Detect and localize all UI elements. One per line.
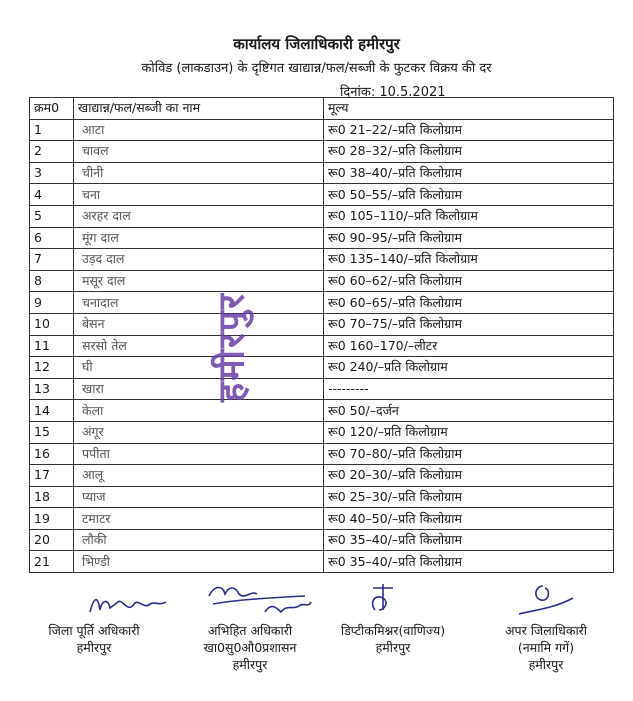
row-item-name: प्याज bbox=[74, 486, 324, 508]
row-serial: 8 bbox=[30, 270, 74, 292]
table-row bbox=[30, 249, 614, 271]
signature-deputy-commissioner bbox=[365, 580, 401, 616]
row-item-name: अरहर दाल bbox=[74, 205, 324, 227]
row-price: रू0 70–75/–प्रति किलोग्राम bbox=[324, 313, 614, 335]
table-row bbox=[30, 465, 614, 487]
signature-place: हमीरपुर bbox=[528, 657, 564, 672]
row-price: रू0 21–22/–प्रति किलोग्राम bbox=[324, 119, 614, 141]
table-row bbox=[30, 162, 614, 184]
row-item-name: अंगूर bbox=[74, 421, 324, 443]
hamirpur-stamp: हमीरपुर bbox=[211, 292, 253, 402]
signature-place: हमीरपुर bbox=[232, 657, 268, 672]
table-row bbox=[30, 378, 614, 400]
row-item-name: टमाटर bbox=[74, 508, 324, 530]
row-item-name: चीनी bbox=[74, 162, 324, 184]
table-row bbox=[30, 119, 614, 141]
row-item-name: सरसो तेल bbox=[74, 335, 324, 357]
signature-additional-district-magistrate bbox=[515, 580, 575, 620]
row-serial: 17 bbox=[30, 465, 74, 487]
table-row bbox=[30, 335, 614, 357]
table-row bbox=[30, 205, 614, 227]
row-item-name: आलू bbox=[74, 465, 324, 487]
signature-name: (नमामि गगें) bbox=[517, 640, 575, 655]
table-row bbox=[30, 141, 614, 163]
table-header-row bbox=[30, 98, 614, 120]
row-serial: 10 bbox=[30, 313, 74, 335]
signature-title: अपर जिलाधिकारी bbox=[504, 623, 588, 638]
row-price: रू0 120/–प्रति किलोग्राम bbox=[324, 421, 614, 443]
table-row bbox=[30, 486, 614, 508]
row-serial: 13 bbox=[30, 378, 74, 400]
row-price: रू0 40–50/–प्रति किलोग्राम bbox=[324, 508, 614, 530]
document-subtitle: कोविड (लाकडाउन) के दृष्टिगत खाद्यान्न/फल/सब्जी के फुटकर विक्रय की दर bbox=[141, 61, 492, 76]
row-serial: 19 bbox=[30, 508, 74, 530]
row-serial: 14 bbox=[30, 400, 74, 422]
table-row bbox=[30, 292, 614, 314]
row-price: रू0 70–80/–प्रति किलोग्राम bbox=[324, 443, 614, 465]
signature-title: डिप्टीकमिश्नर(वाणिज्य) bbox=[340, 623, 446, 638]
row-price: --------- bbox=[324, 378, 614, 400]
row-serial: 20 bbox=[30, 529, 74, 551]
table-row bbox=[30, 508, 614, 530]
table-row bbox=[30, 551, 614, 573]
row-price: रू0 50/–दर्जन bbox=[324, 400, 614, 422]
row-price: रू0 35–40/–प्रति किलोग्राम bbox=[324, 529, 614, 551]
row-item-name: भिण्डी bbox=[74, 551, 324, 573]
row-item-name: खारा bbox=[74, 378, 324, 400]
table-row bbox=[30, 270, 614, 292]
row-serial: 6 bbox=[30, 227, 74, 249]
row-serial: 4 bbox=[30, 184, 74, 206]
row-price: रू0 35–40/–प्रति किलोग्राम bbox=[324, 551, 614, 573]
row-price: रू0 135–140/–प्रति किलोग्राम bbox=[324, 249, 614, 271]
row-price: रू0 38–40/–प्रति किलोग्राम bbox=[324, 162, 614, 184]
table-row bbox=[30, 421, 614, 443]
signature-title: जिला पूर्ति अधिकारी bbox=[48, 623, 140, 638]
signature-place: हमीरपुर bbox=[375, 640, 411, 655]
row-serial: 9 bbox=[30, 292, 74, 314]
row-serial: 1 bbox=[30, 119, 74, 141]
row-serial: 3 bbox=[30, 162, 74, 184]
row-price: रू0 105–110/–प्रति किलोग्राम bbox=[324, 205, 614, 227]
signature-title: अभिहित अधिकारी bbox=[207, 623, 293, 638]
signature-block-supply-officer bbox=[24, 622, 164, 656]
row-item-name: चना bbox=[74, 184, 324, 206]
row-item-name: मसूर दाल bbox=[74, 270, 324, 292]
row-item-name: बेसन bbox=[74, 313, 324, 335]
header-item-name: खाद्यान्न/फल/सब्जी का नाम bbox=[74, 98, 324, 120]
signature-designated-officer bbox=[205, 582, 315, 618]
table-row bbox=[30, 184, 614, 206]
row-serial: 2 bbox=[30, 141, 74, 163]
signature-department: खा0सु0औ0प्रशासन bbox=[203, 640, 297, 655]
row-item-name: उड़द दाल bbox=[74, 249, 324, 271]
row-price: रू0 90–95/–प्रति किलोग्राम bbox=[324, 227, 614, 249]
table-row bbox=[30, 443, 614, 465]
office-title: कार्यालय जिलाधिकारी हमीरपुर bbox=[233, 35, 400, 53]
table-row bbox=[30, 313, 614, 335]
header-serial: क्रम0 bbox=[30, 98, 74, 120]
row-item-name: चनादाल bbox=[74, 292, 324, 314]
document-date: दिनांक: 10.5.2021 bbox=[340, 85, 446, 100]
row-serial: 15 bbox=[30, 421, 74, 443]
row-price: रू0 25–30/–प्रति किलोग्राम bbox=[324, 486, 614, 508]
row-item-name: मूंग दाल bbox=[74, 227, 324, 249]
header-price: मूल्य bbox=[324, 98, 614, 120]
row-serial: 5 bbox=[30, 205, 74, 227]
signature-supply-officer bbox=[88, 592, 168, 620]
row-serial: 18 bbox=[30, 486, 74, 508]
row-serial: 21 bbox=[30, 551, 74, 573]
row-price: रू0 28–32/–प्रति किलोग्राम bbox=[324, 141, 614, 163]
table-row bbox=[30, 227, 614, 249]
row-serial: 12 bbox=[30, 357, 74, 379]
table-row bbox=[30, 529, 614, 551]
row-serial: 16 bbox=[30, 443, 74, 465]
row-item-name: लौकी bbox=[74, 529, 324, 551]
row-item-name: चावल bbox=[74, 141, 324, 163]
table-row bbox=[30, 400, 614, 422]
signature-block-designated-officer bbox=[180, 622, 320, 673]
row-price: रू0 160–170/–लीटर bbox=[324, 335, 614, 357]
row-price: रू0 50–55/–प्रति किलोग्राम bbox=[324, 184, 614, 206]
row-item-name: पपीता bbox=[74, 443, 324, 465]
price-table bbox=[29, 97, 614, 573]
row-price: रू0 240/–प्रति किलोग्राम bbox=[324, 357, 614, 379]
table-row bbox=[30, 357, 614, 379]
row-price: रू0 60–62/–प्रति किलोग्राम bbox=[324, 270, 614, 292]
row-serial: 7 bbox=[30, 249, 74, 271]
row-serial: 11 bbox=[30, 335, 74, 357]
row-item-name: केला bbox=[74, 400, 324, 422]
row-price: रू0 60–65/–प्रति किलोग्राम bbox=[324, 292, 614, 314]
row-item-name: घी bbox=[74, 357, 324, 379]
row-price: रू0 20–30/–प्रति किलोग्राम bbox=[324, 465, 614, 487]
row-item-name: आटा bbox=[74, 119, 324, 141]
signature-place: हमीरपुर bbox=[76, 640, 112, 655]
signature-block-deputy-commissioner bbox=[318, 622, 468, 656]
signature-block-additional-district-magistrate bbox=[476, 622, 616, 673]
